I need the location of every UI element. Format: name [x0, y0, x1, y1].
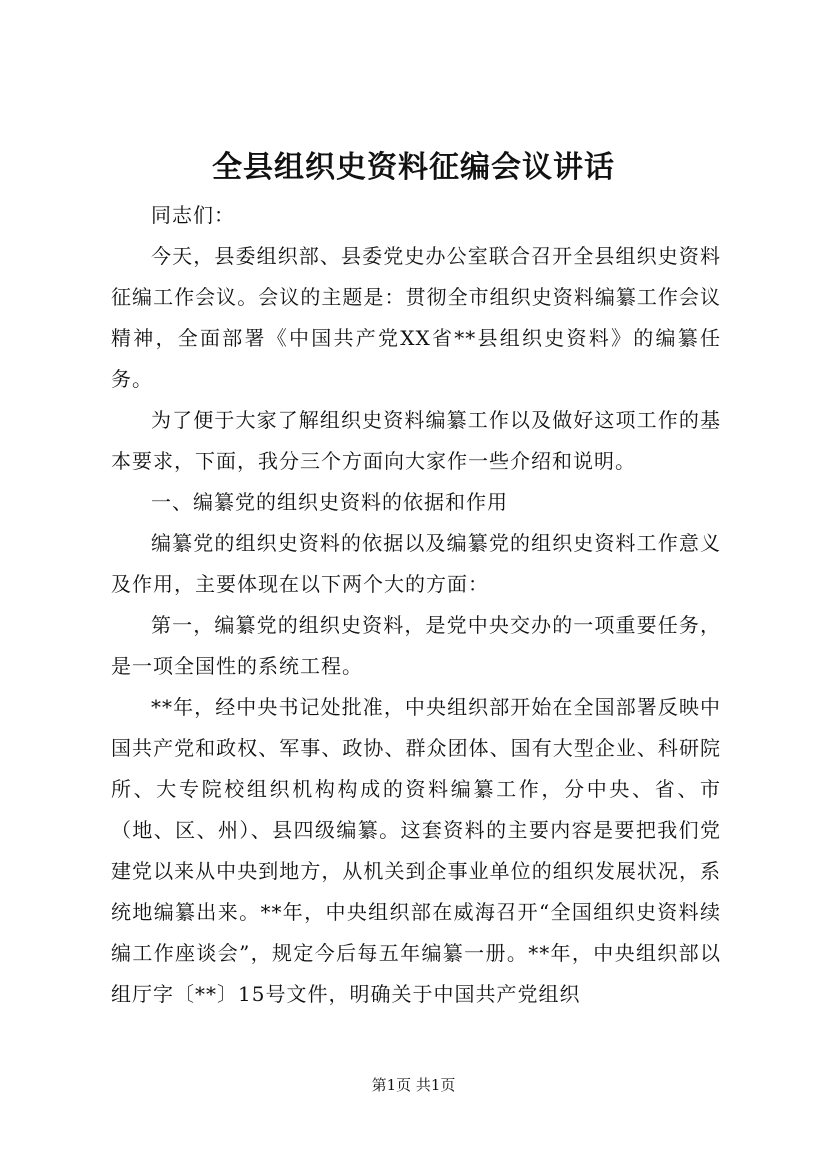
- section-heading: 一、编纂党的组织史资料的依据和作用: [151, 490, 508, 514]
- paragraph: 今天，县委组织部、县委党史办公室联合召开全县组织史资料征编工作会议。会议的主题是：贯彻全市组织史资料编纂工作会议精神，全面部署《中国共产党XX省**县组织史资料》的编纂任务。: [111, 244, 721, 391]
- paragraph-salutation: 同志们：: [151, 203, 235, 227]
- paragraph: **年，经中央书记处批准，中央组织部开始在全国部署反映中国共产党和政权、军事、政协、群众团体、国有大型企业、科研院所、大专院校组织机构构成的资料编纂工作，分中央、省、市（地、区、州）、县四级编纂。这套资料的主要内容是要把我们党建党以来从中央到地方，从机关到企事业单位的组织发展状况，系统地编纂出来。**年，中央组织部在威海召开“全国组织史资料续编工作座谈会”，规定今后每五年编纂一册。**年，中央组织部以组厅字〔**〕15号文件，明确关于中国共产党组织: [111, 695, 721, 1006]
- paragraph: 第一，编纂党的组织史资料，是党中央交办的一项重要任务，是一项全国性的系统工程。: [111, 613, 721, 678]
- document-body: [111, 195, 721, 1015]
- paragraph: 编纂党的组织史资料的依据以及编纂党的组织史资料工作意义及作用，主要体现在以下两个大的方面：: [111, 531, 721, 596]
- paragraph: 为了便于大家了解组织史资料编纂工作以及做好这项工作的基本要求，下面，我分三个方面向大家作一些介绍和说明。: [111, 408, 721, 473]
- page-number-footer: 第1页 共1页: [371, 1076, 456, 1094]
- document-title: 全县组织史资料征编会议讲话: [212, 150, 615, 185]
